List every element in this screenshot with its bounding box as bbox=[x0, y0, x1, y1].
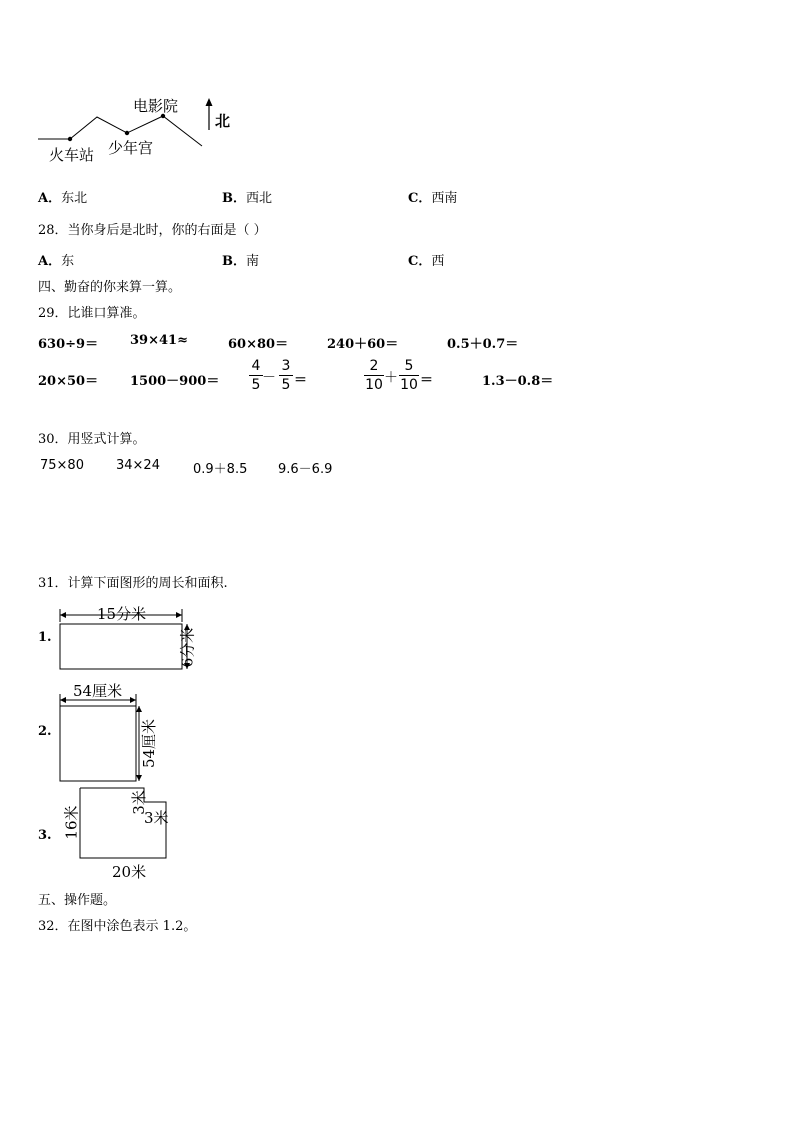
fig2-number: 2. bbox=[38, 724, 52, 739]
q27-option-a: A．东北 bbox=[38, 191, 88, 206]
fig1-top-arrow-left bbox=[60, 612, 66, 618]
q28-option-c: C．西 bbox=[408, 254, 445, 269]
numerator: 5 bbox=[404, 358, 414, 374]
q27-option-b: B．西北 bbox=[222, 191, 273, 206]
fig3-notch-vertical-label: 3米 bbox=[129, 790, 148, 815]
q29-frac2-first bbox=[364, 358, 384, 393]
fig3-notch-horizontal-label: 3米 bbox=[144, 809, 169, 827]
q29-r1-item3: 60×80＝ bbox=[228, 337, 289, 352]
q29-r2-item5: 1.3－0.8＝ bbox=[482, 374, 554, 389]
q29-frac1-second bbox=[279, 358, 293, 393]
section-5-heading: 五、操作题。 bbox=[38, 893, 117, 908]
q29-frac2-operator: ＋ bbox=[384, 370, 398, 386]
numerator: 2 bbox=[369, 358, 379, 374]
fig1-top-arrow-right bbox=[176, 612, 182, 618]
fig3-left-label: 16米 bbox=[62, 805, 81, 840]
fig2-top-arrow-left bbox=[60, 697, 66, 703]
fig1-rectangle bbox=[60, 624, 182, 669]
section-4-heading: 四、勤奋的你来算一算。 bbox=[38, 280, 182, 295]
q29-frac2-second bbox=[399, 358, 419, 393]
station-dot bbox=[68, 137, 72, 141]
fig1-height-label: 6分米 bbox=[178, 627, 197, 668]
q30-item4: 9.6－6.9 bbox=[278, 462, 333, 477]
denominator: 10 bbox=[400, 377, 418, 393]
q29-stem: 29．比谁口算准。 bbox=[38, 306, 146, 321]
q29-r2-item2: 1500－900＝ bbox=[130, 374, 220, 389]
fig2-height-label: 54厘米 bbox=[140, 718, 159, 769]
map-label-north: 北 bbox=[215, 112, 231, 130]
fig3-number: 3. bbox=[38, 828, 52, 843]
fig1-width-label: 15分米 bbox=[97, 605, 147, 623]
map-label-youth-palace: 少年宫 bbox=[108, 139, 154, 157]
numerator: 3 bbox=[281, 358, 291, 374]
fig1-number: 1. bbox=[38, 630, 52, 645]
fig3-bottom-label: 20米 bbox=[112, 863, 147, 881]
fig2-top-arrow-right bbox=[130, 697, 136, 703]
numerator: 4 bbox=[251, 358, 261, 374]
q29-r1-item1: 630÷9＝ bbox=[38, 337, 99, 352]
map-label-station: 火车站 bbox=[49, 146, 95, 164]
q30-item3: 0.9＋8.5 bbox=[193, 462, 248, 477]
q27-option-c: C．西南 bbox=[408, 191, 458, 206]
fig2-square bbox=[60, 706, 136, 781]
denominator: 10 bbox=[365, 377, 383, 393]
fig2-side-arrow-top bbox=[136, 706, 142, 712]
q29-frac1-equals: ＝ bbox=[294, 373, 308, 388]
q32-stem: 32．在图中涂色表示 1.2。 bbox=[38, 919, 197, 934]
q29-r1-item4: 240＋60＝ bbox=[327, 337, 399, 352]
north-arrow-head bbox=[206, 98, 213, 106]
q30-item1: 75×80 bbox=[40, 458, 84, 473]
q30-stem: 30．用竖式计算。 bbox=[38, 432, 146, 447]
denominator: 5 bbox=[251, 377, 261, 393]
q29-r1-item2: 39×41≈ bbox=[130, 333, 188, 348]
q29-r2-item1: 20×50＝ bbox=[38, 374, 99, 389]
fig2-width-label: 54厘米 bbox=[73, 682, 123, 700]
q28-stem: 28．当你身后是北时，你的右面是（ ） bbox=[38, 223, 267, 238]
denominator: 5 bbox=[281, 377, 291, 393]
q31-stem: 31．计算下面图形的周长和面积. bbox=[38, 576, 228, 591]
q29-frac2-equals: ＝ bbox=[420, 373, 434, 388]
q29-r1-item5: 0.5＋0.7＝ bbox=[447, 337, 519, 352]
q30-item2: 34×24 bbox=[116, 458, 160, 473]
q29-frac1-operator: － bbox=[262, 370, 276, 386]
youth-palace-dot bbox=[125, 131, 129, 135]
q28-option-a: A．东 bbox=[38, 254, 75, 269]
q28-option-b: B．南 bbox=[222, 254, 260, 269]
map-label-cinema: 电影院 bbox=[133, 97, 179, 115]
q29-frac1-first bbox=[249, 358, 263, 393]
